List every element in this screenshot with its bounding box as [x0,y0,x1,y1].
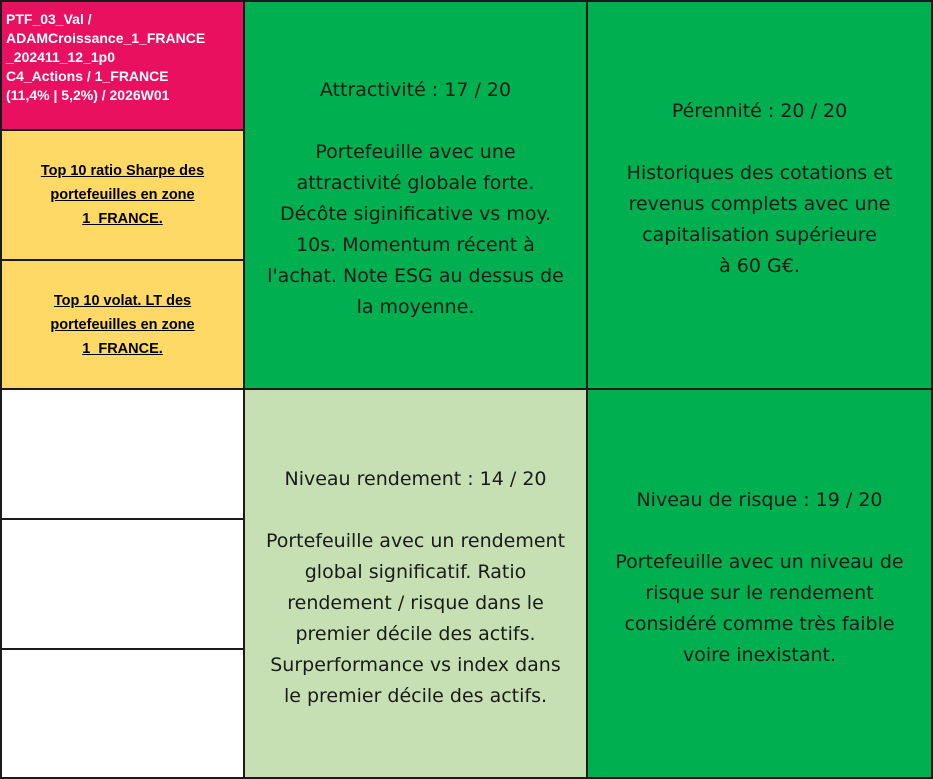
risque-cell [586,388,933,779]
rendement-cell [243,388,588,779]
link-line: 1_FRANCE. [82,211,163,227]
sharpe-link-cell [0,129,245,261]
portfolio-title-line: C4_Actions / 1_FRANCE [6,68,169,84]
rendement-line: global significatif. Ratio [304,560,527,583]
risque-line: voire inexistant. [683,643,836,666]
top10-volat-link[interactable] [50,289,194,361]
rendement-heading: Niveau rendement : 14 / 20 [284,467,547,490]
perennite-line: Historiques des cotations et [626,162,893,184]
link-line: portefeuilles en zone [50,187,195,203]
perennite-heading: Pérennité : 20 / 20 [671,100,848,122]
rendement-line: le premier décile des actifs. [283,684,548,707]
rendement-line: rendement / risque dans le [287,591,544,614]
link-line: portefeuilles en zone [50,316,195,333]
portfolio-title-line: _202411_12_1p0 [6,49,115,65]
portfolio-title-line: (11,4% | 5,2%) / 2026W01 [6,87,170,103]
volat-link-cell [0,259,245,390]
empty-cell [0,518,245,650]
attractivite-line: Portefeuille avec une [315,141,516,163]
risque-line: risque sur le rendement [645,581,874,604]
perennite-line: à 60 G€. [719,255,800,277]
attractivite-line: l'achat. Note ESG au dessus de [267,265,564,287]
portfolio-title-line: ADAMCroissance_1_FRANCE [6,30,206,46]
risque-line: Portefeuille avec un niveau de [615,550,904,573]
attractivite-line: attractivité globale forte. [296,172,535,194]
attractivite-cell [243,0,588,390]
risque-line: considéré comme très faible [624,612,895,635]
empty-cell [0,388,245,520]
risque-heading: Niveau de risque : 19 / 20 [636,488,883,511]
attractivite-line: 10s. Momentum récent à [296,234,535,256]
perennite-line: revenus complets avec une [628,193,891,215]
rendement-line: Surperformance vs index dans [270,653,561,676]
portfolio-title-line: PTF_03_Val / [6,11,92,27]
attractivite-line: Décôte siginificative vs moy. [279,203,552,225]
portfolio-title-cell [0,0,245,131]
link-line: 1_FRANCE. [82,340,163,357]
top10-sharpe-link[interactable] [41,159,204,231]
link-line: Top 10 volat. LT des [53,292,192,309]
rendement-line: premier décile des actifs. [295,622,536,645]
attractivite-line: la moyenne. [356,296,475,318]
attractivite-heading: Attractivité : 17 / 20 [319,79,512,101]
link-line: Top 10 ratio Sharpe des [40,163,205,179]
perennite-line: capitalisation supérieure [642,224,877,246]
perennite-cell [586,0,933,390]
rendement-line: Portefeuille avec un rendement [265,529,566,552]
empty-cell [0,648,245,779]
